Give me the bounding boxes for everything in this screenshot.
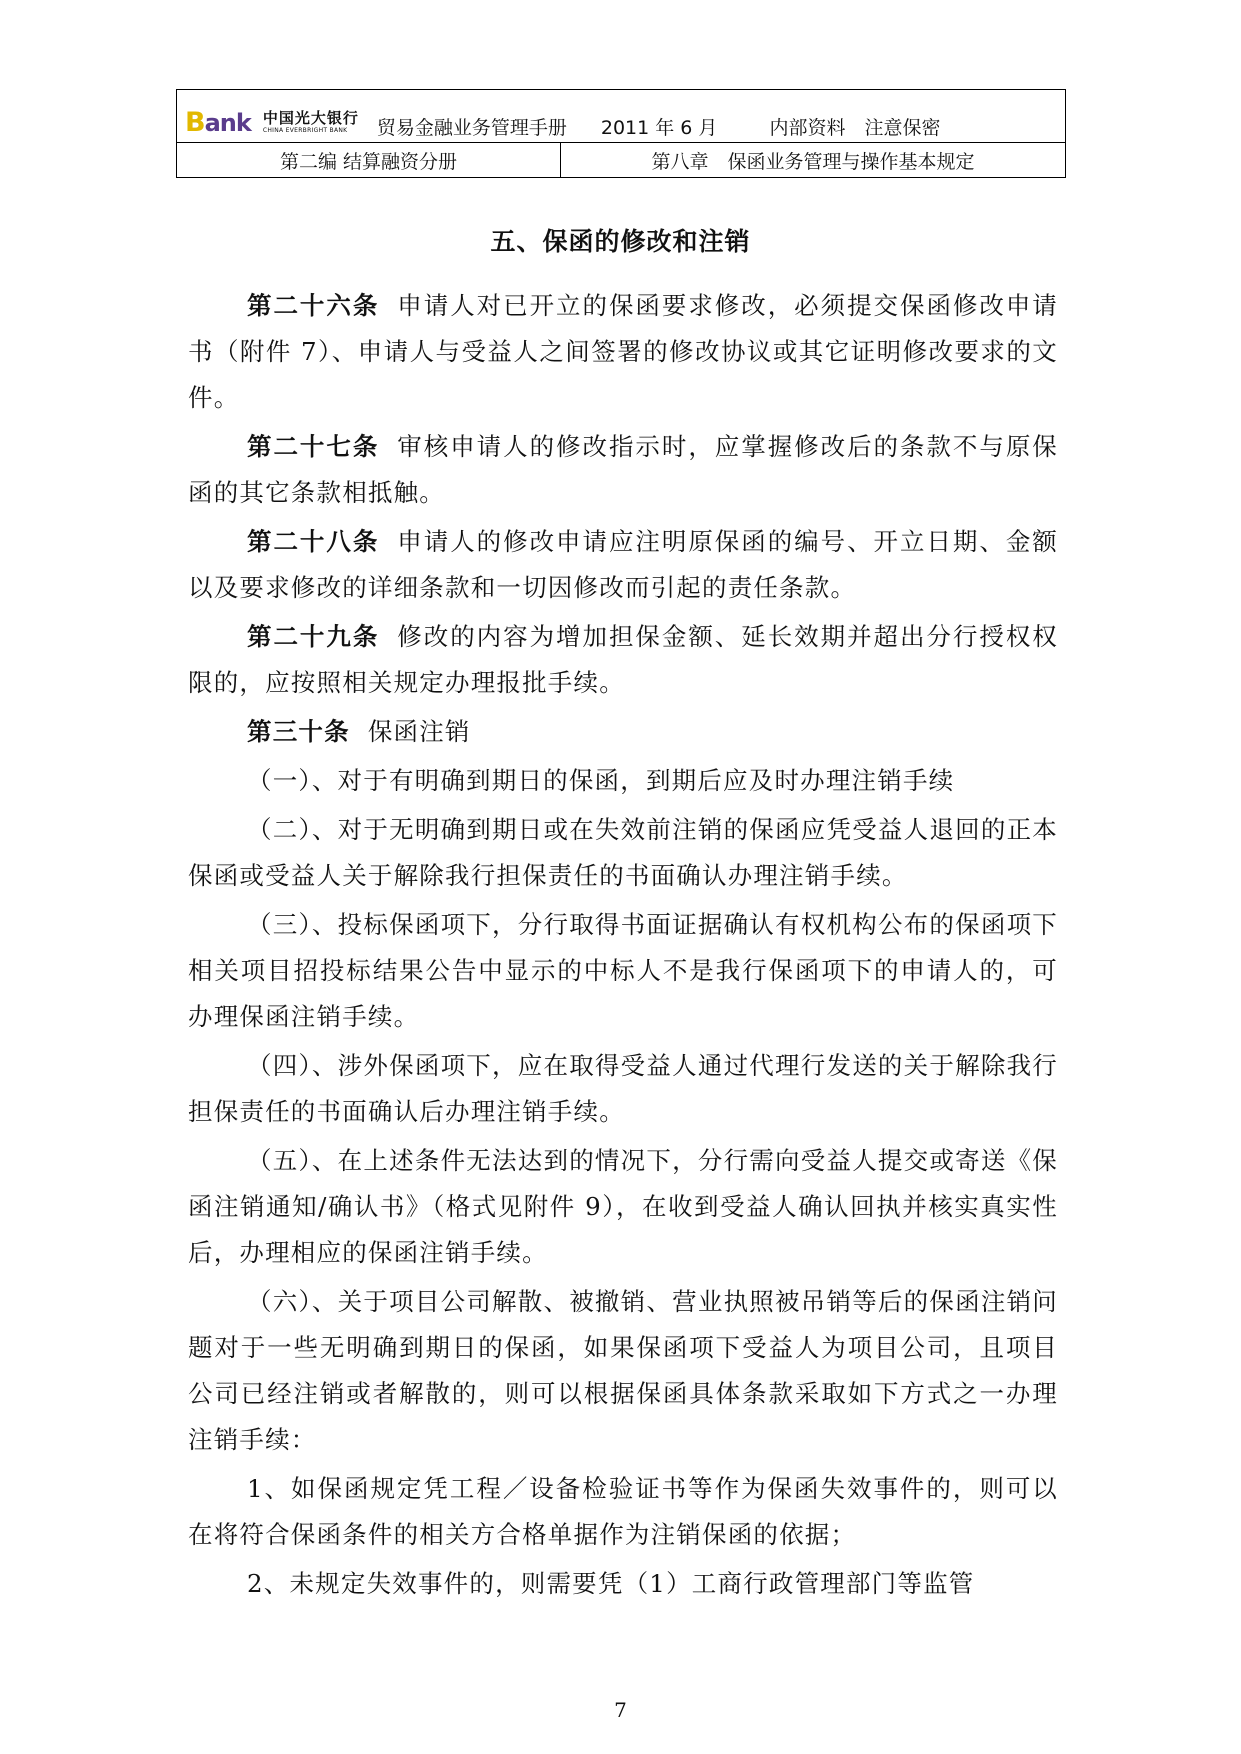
logo-chinese-name: 中国光大银行: [262, 109, 359, 127]
manual-title: 贸易金融业务管理手册: [376, 117, 567, 139]
article-number: 第二十八条: [247, 527, 380, 556]
section-title: 五、保函的修改和注销: [490, 227, 751, 256]
article-number: 第二十六条: [247, 291, 380, 320]
paragraph: [188, 1561, 1058, 1607]
paragraph: [188, 614, 1058, 706]
page-number: 7: [614, 1698, 627, 1722]
paragraph-text: 申请人对已开立的保函要求修改，必须提交保函修改申请书（附件 7）、申请人与受益人之间签署的修改协议或其它证明修改要求的文件。: [188, 291, 1059, 412]
document-body: [188, 283, 1058, 1610]
volume-label: 第二编 结算融资分册: [177, 143, 561, 178]
confidential-label: 内部资料 注意保密: [769, 117, 941, 139]
paragraph-text: （六）、关于项目公司解散、被撤销、营业执照被吊销等后的保函注销问题对于一些无明确到期日的保函，如果保函项下受益人为项目公司，且项目公司已经注销或者解散的，则可以根据保函具体条款采取如下方式之一办理注销手续：: [188, 1287, 1058, 1454]
paragraph-text: 1、如保函规定凭工程／设备检验证书等作为保函失效事件的，则可以在将符合保函条件的相关方合格单据作为注销保函的依据；: [188, 1474, 1058, 1549]
paragraph: [188, 758, 1058, 804]
bank-logo: [185, 109, 359, 136]
paragraph: [188, 902, 1058, 1040]
logo-bank-text: ank: [204, 109, 251, 137]
article-number: 第三十条: [247, 717, 350, 746]
paragraph-text: 保函注销: [367, 717, 471, 746]
paragraph-text: （二）、对于无明确到期日或在失效前注销的保函应凭受益人退回的正本保函或受益人关于解除我行担保责任的书面确认办理注销手续。: [188, 815, 1058, 890]
article-number: 第二十七条: [247, 432, 380, 461]
paragraph: [188, 1138, 1058, 1276]
header-date: 2011 年 6 月: [600, 117, 718, 139]
paragraph: [188, 1043, 1058, 1135]
article-number: 第二十九条: [247, 622, 380, 651]
paragraph-text: 申请人的修改申请应注明原保函的编号、开立日期、金额以及要求修改的详细条款和一切因修改而引起的责任条款。: [188, 527, 1059, 602]
paragraph: [188, 283, 1058, 421]
logo-initial: B: [185, 107, 205, 138]
document-header: [176, 89, 1066, 178]
paragraph-text: 修改的内容为增加担保金额、延长效期并超出分行授权权限的，应按照相关规定办理报批手续。: [188, 622, 1059, 697]
paragraph: [188, 807, 1058, 899]
paragraph-text: （三）、投标保函项下，分行取得书面证据确认有权机构公布的保函项下相关项目招投标结果公告中显示的中标人不是我行保函项下的申请人的，可办理保函注销手续。: [188, 910, 1058, 1031]
logo-english-name: CHINA EVERBRIGHT BANK: [262, 127, 348, 134]
paragraph: [188, 1279, 1058, 1463]
paragraph-text: 审核申请人的修改指示时，应掌握修改后的条款不与原保函的其它条款相抵触。: [188, 432, 1059, 507]
paragraph: [188, 424, 1058, 516]
header-top-row: [177, 90, 1066, 143]
paragraph-text: 2、未规定失效事件的，则需要凭（1）工商行政管理部门等监管: [247, 1569, 975, 1598]
chapter-label: 第八章 保函业务管理与操作基本规定: [561, 143, 1066, 178]
paragraph: [188, 519, 1058, 611]
paragraph: [188, 1466, 1058, 1558]
paragraph-text: （四）、涉外保函项下，应在取得受益人通过代理行发送的关于解除我行担保责任的书面确认后办理注销手续。: [188, 1051, 1058, 1126]
paragraph-text: （一）、对于有明确到期日的保函，到期后应及时办理注销手续: [247, 766, 955, 795]
paragraph-text: （五）、在上述条件无法达到的情况下，分行需向受益人提交或寄送《保函注销通知/确认书》（格式见附件 9），在收到受益人确认回执并核实真实性后，办理相应的保函注销手续。: [188, 1146, 1058, 1267]
paragraph: [188, 709, 1058, 755]
